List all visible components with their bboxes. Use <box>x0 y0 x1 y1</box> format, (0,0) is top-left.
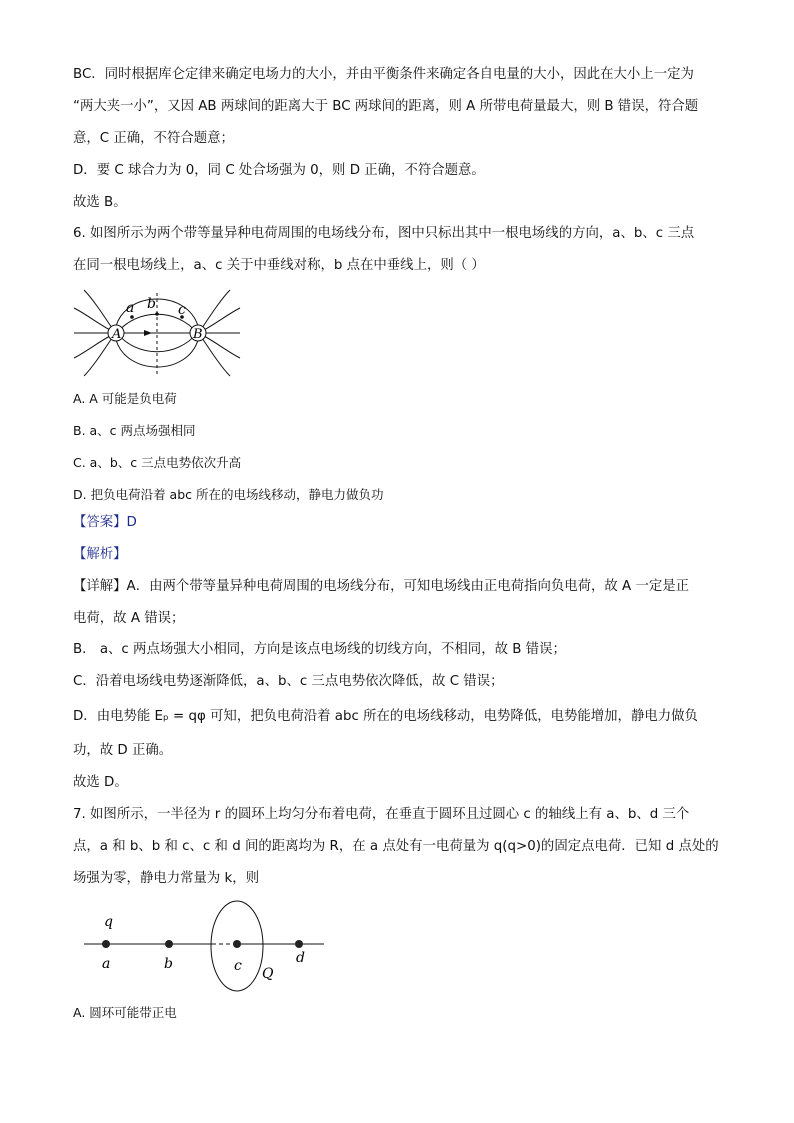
explain-line-7: 故选 D。 <box>73 775 128 790</box>
text-line-5: 故选 B。 <box>73 195 127 210</box>
field-direction-arrow <box>144 330 152 336</box>
explain-line-1: 【详解】A．由两个带等量异种电荷周围的电场线分布，可知电场线由正电荷指向负电荷，故 A 一定是正 <box>73 579 690 594</box>
option-6-b: B. a、c 两点场强相同 <box>73 423 196 438</box>
question-7-line-1: 7. 如图所示，一半径为 r 的圆环上均匀分布着电荷，在垂直于圆环且过圆心 c 的轴线上有 a、b、d 三个 <box>73 807 690 822</box>
label-B: B <box>193 327 203 342</box>
option-6-d: D. 把负电荷沿着 abc 所在的电场线移动，静电力做负功 <box>73 487 384 502</box>
explain-line-4: C．沿着电场线电势逐渐降低，a、b、c 三点电势依次降低，故 C 错误； <box>73 674 504 689</box>
label-Q: Q <box>262 966 274 982</box>
label-a: a <box>102 956 111 972</box>
explain-line-5: D．由电势能 Eₚ = qφ 可知，把负电荷沿着 abc 所在的电场线移动，电势降低，电势能增加，静电力做负 <box>73 709 698 724</box>
question-6-line-1: 6. 如图所示为两个带等量异种电荷周围的电场线分布，图中只标出其中一根电场线的方向，a、b、c 三点 <box>73 226 695 241</box>
explain-line-3: B． a、c 两点场强大小相同，方向是该点电场线的切线方向，不相同，故 B 错误； <box>73 642 566 657</box>
text-line-3: 意，C 正确，不符合题意； <box>73 131 234 146</box>
point-c-dot <box>233 940 241 948</box>
label-b: b <box>164 956 173 972</box>
option-7-a: A. 圆环可能带正电 <box>73 1005 177 1020</box>
figure-electric-field-lines <box>72 288 242 378</box>
label-q: q <box>104 914 113 930</box>
question-7-line-2: 点，a 和 b、b 和 c、c 和 d 间的距离均为 R，在 a 点处有一电荷量为 q(q>0)的固定点电荷．已知 d 点处的 <box>73 839 719 854</box>
field-lines-svg <box>72 288 242 378</box>
question-7-line-3: 场强为零，静电力常量为 k，则 <box>73 871 260 886</box>
analysis-tag: 【解析】 <box>73 547 127 562</box>
option-6-a: A. A 可能是负电荷 <box>73 391 177 406</box>
point-d-dot <box>295 940 303 948</box>
explain-line-2: 电荷，故 A 错误； <box>73 611 185 626</box>
text-line-2: “两大夹一小”，又因 AB 两球间的距离大于 BC 两球间的距离，则 A 所带电荷量最大，则 B 错误，符合题 <box>73 99 699 114</box>
point-b-dot <box>165 940 173 948</box>
option-6-c: C. a、b、c 三点电势依次升高 <box>73 455 242 470</box>
label-c: c <box>234 958 242 974</box>
point-a-dot <box>102 940 110 948</box>
answer-tag: 【答案】D <box>73 515 137 530</box>
label-c: c <box>178 302 186 318</box>
label-d: d <box>296 950 305 966</box>
label-A: A <box>112 327 122 342</box>
question-6-line-2: 在同一根电场线上，a、c 关于中垂线对称，b 点在中垂线上，则（ ） <box>73 258 485 273</box>
point-b-dot <box>155 312 159 316</box>
figure-charged-ring <box>82 900 332 1000</box>
text-line-4: D．要 C 球合力为 0，同 C 处合场强为 0，则 D 正确，不符合题意。 <box>73 163 485 178</box>
text-line-1: BC．同时根据库仑定律来确定电场力的大小，并由平衡条件来确定各自电量的大小，因此在大小上一定为 <box>73 67 694 82</box>
explain-line-6: 功，故 D 正确。 <box>73 743 173 758</box>
label-a: a <box>126 300 135 316</box>
ring-svg <box>82 900 332 1000</box>
label-b: b <box>147 296 156 312</box>
